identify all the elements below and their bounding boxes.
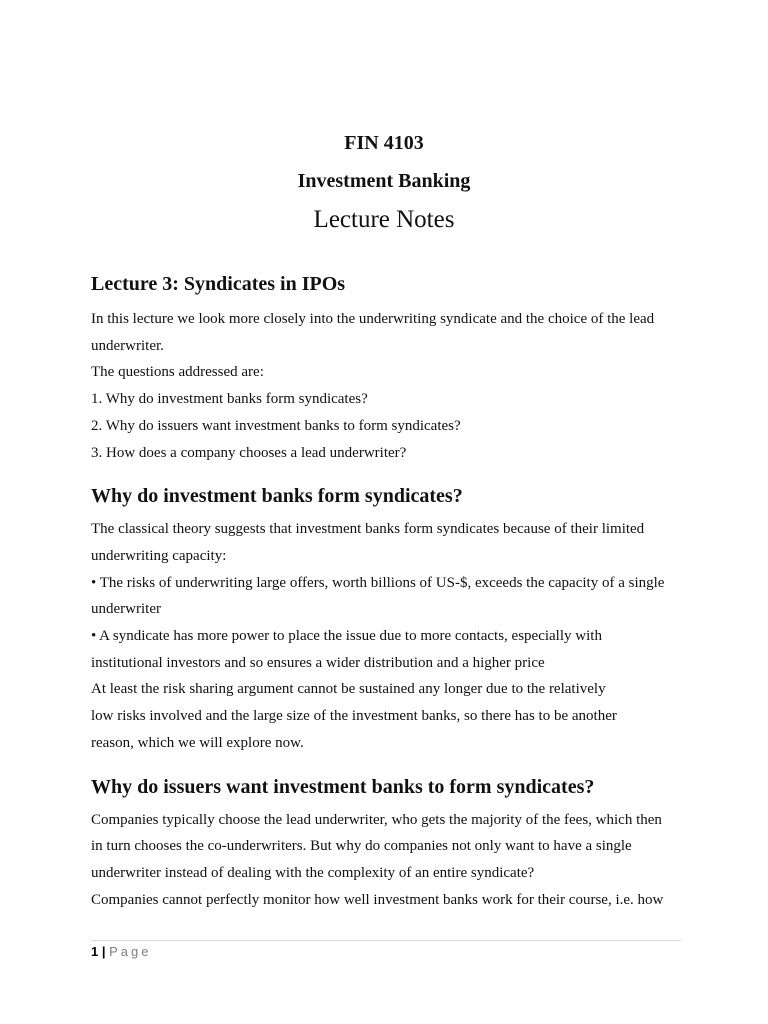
paragraph-line: At least the risk sharing argument cannot be sustained any longer due to the relatively <box>91 681 606 698</box>
paragraph-line: Companies cannot perfectly monitor how well investment banks work for their course, i.e. how <box>91 891 664 908</box>
course-subject: Investment Banking <box>297 170 471 192</box>
paragraph-line: underwriter instead of dealing with the complexity of an entire syndicate? <box>91 864 535 881</box>
page-number: 1 <box>91 944 99 959</box>
course-code: FIN 4103 <box>344 132 424 154</box>
paragraph-line: In this lecture we look more closely into the underwriting syndicate and the choice of the lead <box>91 311 655 327</box>
document-type-title: Lecture Notes <box>313 206 455 233</box>
section-heading: Why do investment banks form syndicates? <box>91 485 463 508</box>
paragraph-line: in turn chooses the co-underwriters. But why do companies not only want to have a single <box>91 838 632 855</box>
paragraph-line: reason, which we will explore now. <box>91 734 304 751</box>
bullet-line: • A syndicate has more power to place the issue due to more contacts, especially with <box>91 628 602 645</box>
paragraph-line: underwriting capacity: <box>91 547 227 564</box>
paragraph-line: underwriter. <box>91 337 164 354</box>
paragraph-line: low risks involved and the large size of the investment banks, so there has to be another <box>91 708 617 725</box>
paragraph-line: The classical theory suggests that investment banks form syndicates because of their limited <box>91 521 645 538</box>
paragraph-line: institutional investors and so ensures a wider distribution and a higher price <box>91 654 545 671</box>
paragraph-line: underwriter <box>91 601 161 618</box>
document-body <box>91 268 691 913</box>
question-item: 3. How does a company chooses a lead underwriter? <box>91 444 407 461</box>
question-item: 1. Why do investment banks form syndicates? <box>91 391 368 408</box>
footer-divider <box>91 940 681 941</box>
page-label: Page <box>109 944 152 959</box>
paragraph-line: Companies typically choose the lead underwriter, who gets the majority of the fees, which then <box>91 811 662 828</box>
footer-separator: | <box>101 944 106 959</box>
section-heading: Why do issuers want investment banks to form syndicates? <box>91 775 595 798</box>
page-footer <box>91 943 152 961</box>
paragraph-line: The questions addressed are: <box>91 364 264 381</box>
question-item: 2. Why do issuers want investment banks to form syndicates? <box>91 417 461 434</box>
lecture-title: Lecture 3: Syndicates in IPOs <box>91 273 346 295</box>
bullet-line: • The risks of underwriting large offers, worth billions of US-$, exceeds the capacity of a single <box>91 574 665 591</box>
